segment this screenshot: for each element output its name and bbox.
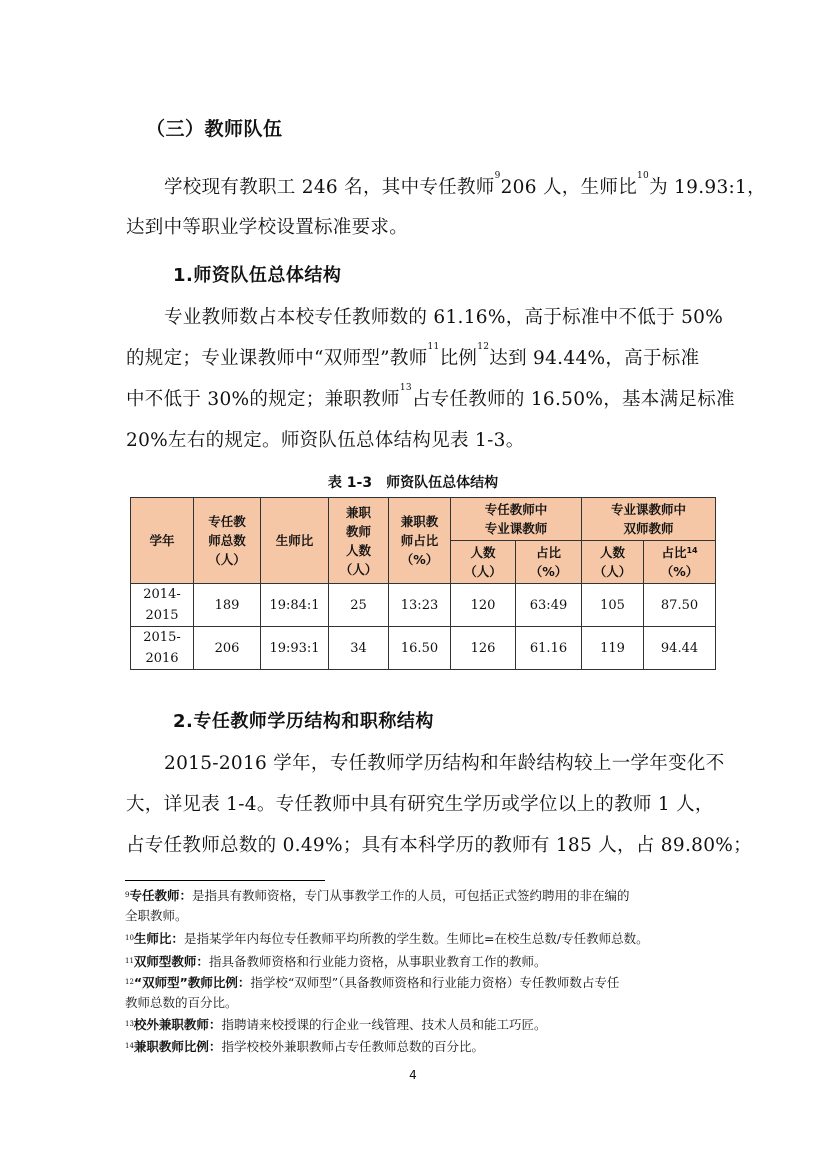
footnote-text: 是指某学年内每位专任教师平均所教的学生数。生师比=在校生总数/专任教师总数。 <box>183 931 649 946</box>
page-number: 4 <box>409 1068 417 1082</box>
table-row <box>131 584 716 627</box>
cell-dual-pct: 87.50 <box>644 584 716 627</box>
footnote-ref[interactable]: 11 <box>427 342 440 352</box>
cell-fulltime: 206 <box>194 627 261 670</box>
header-dual-pct-label: 占比 <box>661 545 687 560</box>
footnote-text: 指具备教师资格和行业能力资格，从事职业教育工作的教师。 <box>208 954 547 969</box>
footnote-term: 校外兼职教师： <box>133 1017 222 1032</box>
footnote-number: 9 <box>125 891 130 899</box>
cell-parttime: 25 <box>329 584 389 627</box>
subheading-education-title-structure: 2.专任教师学历结构和职称结构 <box>173 711 434 732</box>
intro-line-2: 达到中等职业学校设置标准要求。 <box>126 217 409 238</box>
para1-line-3 <box>126 385 735 411</box>
footnote-divider <box>125 880 325 881</box>
footnote-9 <box>125 887 630 905</box>
footnote-text: 指聘请来校授课的行企业一线管理、技术人员和能工巧匠。 <box>221 1017 547 1032</box>
para-text: 中不低于 30%的规定；兼职教师 <box>126 389 400 410</box>
cell-parttime: 34 <box>329 627 389 670</box>
footnote-term: “双师型”教师比例： <box>133 975 251 990</box>
header-year: 学年 <box>131 498 194 584</box>
cell-prof-count: 126 <box>451 627 516 670</box>
para1-line-2 <box>126 344 699 370</box>
footnote-term: 专任教师： <box>129 888 192 903</box>
header-dual-pct-unit: （%） <box>660 564 699 579</box>
header-student-teacher-ratio: 生师比 <box>261 498 329 584</box>
section-heading: （三）教师队伍 <box>146 118 283 140</box>
cell-fulltime: 189 <box>194 584 261 627</box>
footnote-term: 双师型教师： <box>133 954 209 969</box>
header-dual-pct <box>644 541 716 584</box>
footnote-ref[interactable]: 9 <box>494 171 501 181</box>
header-prof-count: 人数 （人） <box>451 541 516 584</box>
cell-parttime-ratio: 16.50 <box>389 627 451 670</box>
footnote-number: 12 <box>125 978 134 986</box>
para-text: 的规定；专业课教师中“双师型”教师 <box>126 348 428 369</box>
footnote-number: 10 <box>125 934 134 942</box>
cell-prof-pct: 63:49 <box>516 584 582 627</box>
footnote-11 <box>125 953 546 971</box>
cell-prof-pct: 61.16 <box>516 627 582 670</box>
cell-parttime-ratio: 13:23 <box>389 584 451 627</box>
para2-line-2: 大，详见表 1-4。专任教师中具有研究生学历或学位以上的教师 1 人， <box>126 794 714 815</box>
para2-line-1: 2015-2016 学年，专任教师学历结构和年龄结构较上一学年变化不 <box>164 753 725 774</box>
header-parttime-count: 兼职 教师 人数 （人） <box>329 498 389 584</box>
para1-line-1: 专业教师数占本校专任教师数的 61.16%，高于标准中不低于 50% <box>164 307 724 328</box>
intro-line-1 <box>164 173 766 199</box>
footnote-ref[interactable]: 14 <box>686 546 698 555</box>
footnote-ref[interactable]: 12 <box>477 342 490 352</box>
faculty-structure-table <box>130 497 716 670</box>
header-fulltime-total: 专任教 师总数 （人） <box>194 498 261 584</box>
para-text: 比例 <box>439 348 478 369</box>
header-professional-teachers: 专任教师中 专业课教师 <box>451 498 582 541</box>
para-text: 达到 94.44%，高于标准 <box>489 348 700 369</box>
cell-dual-count: 119 <box>582 627 644 670</box>
header-dual-count: 人数 （人） <box>582 541 644 584</box>
table-caption: 表 1-3 师资队伍总体结构 <box>327 475 499 491</box>
cell-year: 2014- 2015 <box>131 584 194 627</box>
intro-text: 学校现有教职工 246 名，其中专任教师 <box>164 177 495 198</box>
cell-ratio: 19:93:1 <box>261 627 329 670</box>
footnote-text: 是指具有教师资格，专门从事教学工作的人员，可包括正式签约聘用的非在编的 <box>191 888 630 903</box>
footnote-ref[interactable]: 13 <box>399 383 412 393</box>
footnote-12 <box>125 974 619 992</box>
header-prof-pct: 占比 （%） <box>516 541 582 584</box>
para2-line-3: 占专任教师总数的 0.49%；具有本科学历的教师有 185 人，占 89.80%； <box>126 835 752 856</box>
footnote-number: 14 <box>125 1042 134 1050</box>
para1-line-4: 20%左右的规定。师资队伍总体结构见表 1-3。 <box>126 430 525 451</box>
footnote-text: 指学校“双师型”（具备教师资格和行业能力资格）专任教师数占专任 <box>250 975 620 990</box>
footnote-ref[interactable]: 10 <box>637 171 650 181</box>
cell-dual-count: 105 <box>582 584 644 627</box>
cell-ratio: 19:84:1 <box>261 584 329 627</box>
footnote-12-cont: 教师总数的百分比。 <box>125 995 238 1010</box>
footnote-13 <box>125 1016 546 1034</box>
footnote-9-cont: 全职教师。 <box>125 908 188 923</box>
intro-text: 206 人，生师比 <box>500 177 638 198</box>
footnote-14 <box>125 1038 484 1056</box>
header-dual-teachers: 专业课教师中 双师教师 <box>582 498 716 541</box>
footnote-term: 生师比： <box>133 931 184 946</box>
footnote-number: 13 <box>125 1020 134 1028</box>
footnote-number: 11 <box>125 957 134 965</box>
footnote-term: 兼职教师比例： <box>133 1039 222 1054</box>
subheading-overall-structure: 1.师资队伍总体结构 <box>173 265 342 286</box>
cell-year: 2015- 2016 <box>131 627 194 670</box>
header-parttime-ratio: 兼职教 师占比 （%） <box>389 498 451 584</box>
footnote-text: 指学校校外兼职教师占专任教师总数的百分比。 <box>221 1039 484 1054</box>
table-row <box>131 627 716 670</box>
para-text: 占专任教师的 16.50%，基本满足标准 <box>411 389 735 410</box>
cell-prof-count: 120 <box>451 584 516 627</box>
cell-dual-pct: 94.44 <box>644 627 716 670</box>
intro-text: 为 19.93:1， <box>649 177 766 198</box>
footnote-10 <box>125 930 649 948</box>
